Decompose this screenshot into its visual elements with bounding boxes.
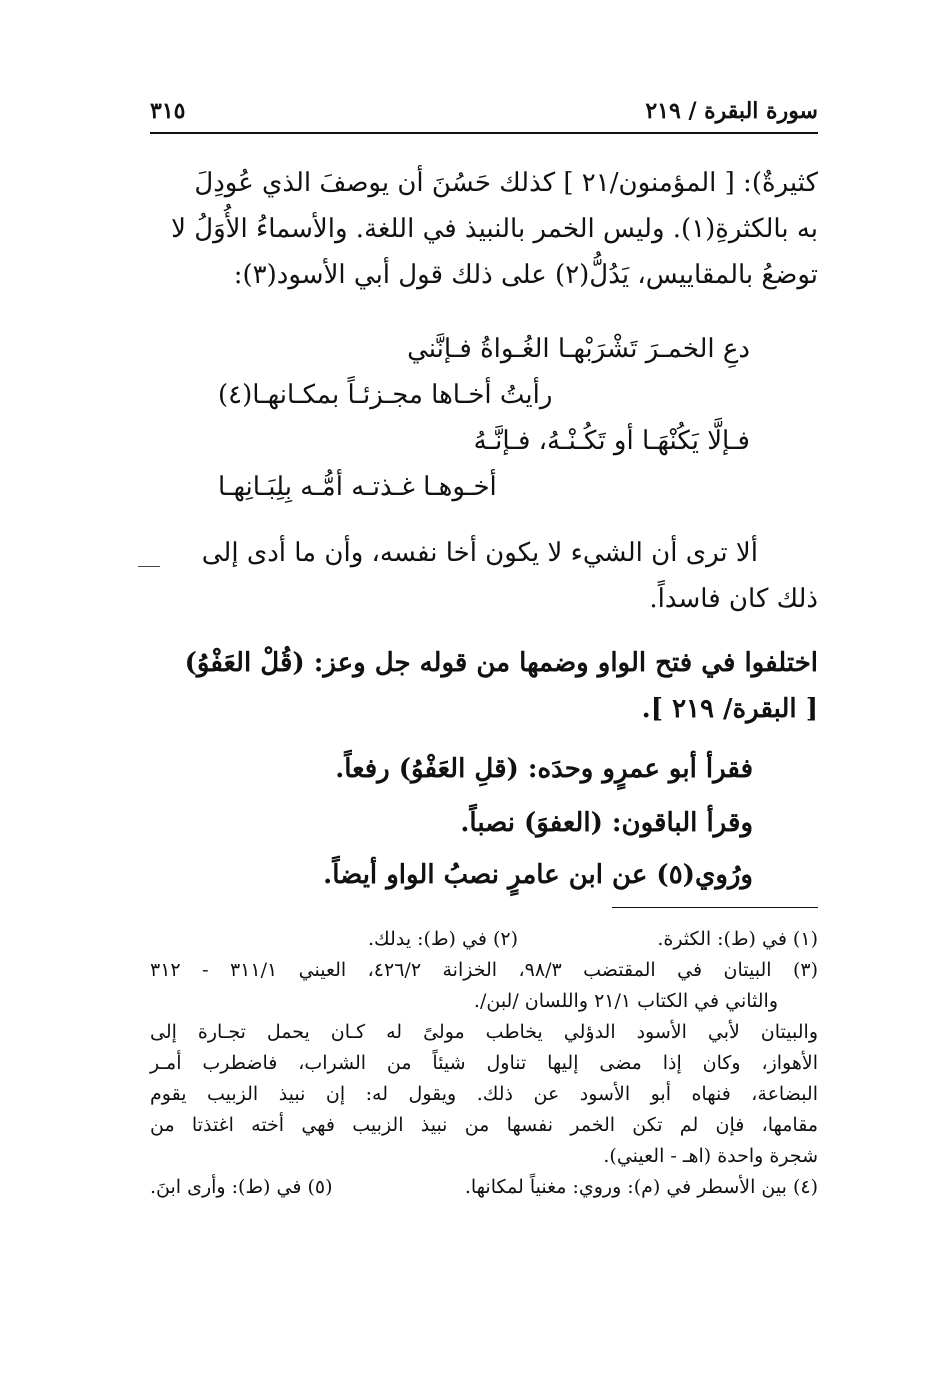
footnote-3-line-2: والثاني في الكتاب ٢١/١ واللسان /لبن/. xyxy=(473,990,778,1012)
reading-line-1: فقرأ أبو عمرٍو وحدَه: (قلِ العَفْوُ) رفعاً. xyxy=(335,754,753,784)
poem-line-1: دعِ الخمـرَ تَشْرَبْهـا الغُـواةُ فـإنَّني xyxy=(407,334,750,364)
text-line: ذلك كان فاسداً. xyxy=(649,584,818,614)
footnote-4: (٤) بين الأسطر في (م): وروي: مغنياً لمكانها. xyxy=(464,1176,818,1198)
footnote-row xyxy=(150,924,818,955)
paragraph-1 xyxy=(150,160,818,298)
poem-line-4: أخـوهـا غـذتـه أمُّـه بِلِبَـانِهـا xyxy=(218,472,497,502)
text-line: توضعُ بالمقاييس، يَدُلُّ(٢) على ذلك قول أبي الأسود(٣): xyxy=(233,260,818,290)
text-line: به بالكثرةِ(١). وليس الخمر بالنبيذ في اللغة. والأسماءُ الأُوَلُ لا xyxy=(171,214,818,244)
footnote-3-para-line: والبيتان لأبي الأسود الدؤلي يخاطب مولىً له كـان يحمل تجـارة إلى xyxy=(150,1021,818,1043)
footnote-3-para-line: شجرة واحدة (اهـ - العيني). xyxy=(603,1145,818,1167)
reading-line-2: وقرأ الباقون: (العفوَ) نصباً. xyxy=(460,808,753,838)
footnote-3-para-line: الأهواز، وكان إذا مضى إليها تناول شيئاً من الشراب، فاضطرب أمـر xyxy=(150,1052,818,1074)
paragraph-2 xyxy=(150,530,818,622)
poem-line-3: فـإلَّا يَكُنْهَـا أو تَكُـنْـهُ، فـإنَّـهُ xyxy=(473,426,750,456)
margin-mark xyxy=(138,566,160,567)
reading-line-3: ورُوي(٥) عن ابن عامرٍ نصبُ الواو أيضاً. xyxy=(323,860,753,890)
footnote-5: (٥) في (ط): وأرى ابنَ. xyxy=(150,1176,333,1198)
text-line: كثيرةٌ): [ المؤمنون/٢١ ] كذلك حَسُنَ أن يوصفَ الذي عُودِلَ xyxy=(194,168,818,198)
page-header xyxy=(150,96,818,134)
page-number: ٣١٥ xyxy=(150,98,186,124)
section-heading xyxy=(150,640,818,732)
heading-line: [ البقرة/ ٢١٩ ]. xyxy=(641,694,818,724)
footnote-1: (١) في (ط): الكثرة. xyxy=(657,928,818,950)
footnote-separator xyxy=(612,907,818,908)
poem-line-2: رأيتُ أخـاها مجـزئـاً بمكـانهـا(٤) xyxy=(218,380,553,410)
footnote-3-para-line: البضاعة، فنهاه أبو الأسود عن ذلك. ويقول له: إن نبيذ الزبيب يقوم xyxy=(150,1083,818,1105)
text-line: ألا ترى أن الشيء لا يكون أخا نفسه، وأن ما أدى إلى xyxy=(201,538,758,568)
footnotes xyxy=(150,924,818,1203)
footnote-row xyxy=(150,1172,818,1203)
heading-line: اختلفوا في فتح الواو وضمها من قوله جل وعز: (قُلْ العَفْوُ) xyxy=(184,648,818,678)
footnote-3-line-1: (٣) البيتان في المقتضب ٩٨/٣، الخزانة ٤٢٦/٢، العيني ٣١١/١ - ٣١٢ xyxy=(150,959,819,981)
footnote-2: (٢) في (ط): يدلك. xyxy=(368,928,518,950)
footnote-3-para-line: مقامها، فإن لم تكن الخمر نفسها من نبيذ الزبيب فهي أخته اغتذتا من xyxy=(150,1114,818,1136)
running-title: سورة البقرة / ٢١٩ xyxy=(645,98,818,124)
